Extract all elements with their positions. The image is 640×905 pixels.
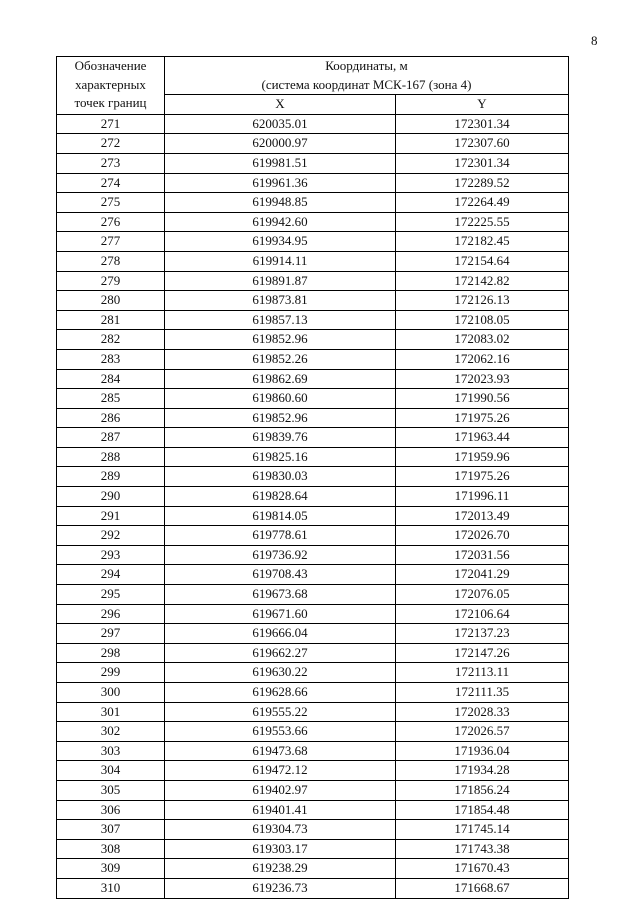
point-number-cell: 303 xyxy=(57,741,165,761)
x-coordinate-cell: 619862.69 xyxy=(165,369,396,389)
point-number-cell: 297 xyxy=(57,624,165,644)
table-row xyxy=(57,212,569,232)
x-coordinate-cell: 619852.96 xyxy=(165,330,396,350)
table-row xyxy=(57,643,569,663)
y-coordinate-cell: 172013.49 xyxy=(396,506,569,526)
point-number-cell: 279 xyxy=(57,271,165,291)
y-coordinate-cell: 171936.04 xyxy=(396,741,569,761)
x-coordinate-cell: 619852.96 xyxy=(165,408,396,428)
y-column-header: Y xyxy=(396,95,569,115)
table-header xyxy=(57,57,569,115)
table-row xyxy=(57,663,569,683)
x-coordinate-cell: 619630.22 xyxy=(165,663,396,683)
x-coordinate-cell: 619891.87 xyxy=(165,271,396,291)
coordinates-table xyxy=(56,56,569,899)
coordinates-header-line-2: (система координат МСК-167 (зона 4) xyxy=(261,76,472,92)
point-number-cell: 308 xyxy=(57,839,165,859)
x-coordinate-cell: 620035.01 xyxy=(165,114,396,134)
table-row xyxy=(57,193,569,213)
x-coordinate-cell: 619852.26 xyxy=(165,349,396,369)
table-row xyxy=(57,683,569,703)
page-number: 8 xyxy=(591,33,598,48)
point-number-cell: 287 xyxy=(57,428,165,448)
x-coordinate-cell: 619473.68 xyxy=(165,741,396,761)
point-number-cell: 274 xyxy=(57,173,165,193)
x-coordinate-cell: 619628.66 xyxy=(165,683,396,703)
point-number-cell: 300 xyxy=(57,683,165,703)
point-number-cell: 290 xyxy=(57,487,165,507)
table-row xyxy=(57,369,569,389)
y-coordinate-cell: 171743.38 xyxy=(396,839,569,859)
table-row xyxy=(57,761,569,781)
table-row xyxy=(57,389,569,409)
y-coordinate-cell: 172142.82 xyxy=(396,271,569,291)
y-coordinate-cell: 172111.35 xyxy=(396,683,569,703)
table-row xyxy=(57,800,569,820)
point-number-cell: 284 xyxy=(57,369,165,389)
point-number-cell: 304 xyxy=(57,761,165,781)
y-coordinate-cell: 172076.05 xyxy=(396,585,569,605)
y-coordinate-cell: 172108.05 xyxy=(396,310,569,330)
point-header-line-1: Обозначение xyxy=(74,58,147,73)
x-coordinate-cell: 619671.60 xyxy=(165,604,396,624)
x-coordinate-cell: 620000.97 xyxy=(165,134,396,154)
y-coordinate-cell: 172113.11 xyxy=(396,663,569,683)
coordinates-header-line-1: Координаты, м xyxy=(325,58,408,73)
table-row xyxy=(57,702,569,722)
point-number-cell: 281 xyxy=(57,310,165,330)
table-row xyxy=(57,330,569,350)
x-coordinate-cell: 619981.51 xyxy=(165,153,396,173)
point-number-cell: 301 xyxy=(57,702,165,722)
table-row xyxy=(57,310,569,330)
y-coordinate-cell: 171856.24 xyxy=(396,780,569,800)
point-number-cell: 285 xyxy=(57,389,165,409)
table-row xyxy=(57,349,569,369)
table-row xyxy=(57,839,569,859)
point-number-cell: 305 xyxy=(57,780,165,800)
x-coordinate-cell: 619666.04 xyxy=(165,624,396,644)
point-number-cell: 280 xyxy=(57,291,165,311)
table-row xyxy=(57,408,569,428)
table-row xyxy=(57,467,569,487)
table-row xyxy=(57,271,569,291)
point-header-line-3: точек границ xyxy=(74,95,147,111)
x-coordinate-cell: 619778.61 xyxy=(165,526,396,546)
x-coordinate-cell: 619553.66 xyxy=(165,722,396,742)
y-coordinate-cell: 172106.64 xyxy=(396,604,569,624)
point-number-cell: 306 xyxy=(57,800,165,820)
point-number-cell: 277 xyxy=(57,232,165,252)
x-coordinate-cell: 619555.22 xyxy=(165,702,396,722)
table-row xyxy=(57,820,569,840)
table-row xyxy=(57,506,569,526)
x-coordinate-cell: 619942.60 xyxy=(165,212,396,232)
point-number-cell: 295 xyxy=(57,585,165,605)
table-row xyxy=(57,878,569,898)
table-row xyxy=(57,153,569,173)
y-coordinate-cell: 172307.60 xyxy=(396,134,569,154)
x-coordinate-cell: 619304.73 xyxy=(165,820,396,840)
table-row xyxy=(57,251,569,271)
x-coordinate-cell: 619708.43 xyxy=(165,565,396,585)
x-coordinate-cell: 619860.60 xyxy=(165,389,396,409)
coordinates-header xyxy=(165,57,569,95)
table-row xyxy=(57,604,569,624)
y-coordinate-cell: 171934.28 xyxy=(396,761,569,781)
table-row xyxy=(57,291,569,311)
y-coordinate-cell: 172083.02 xyxy=(396,330,569,350)
y-coordinate-cell: 172031.56 xyxy=(396,545,569,565)
y-coordinate-cell: 172041.29 xyxy=(396,565,569,585)
y-coordinate-cell: 171959.96 xyxy=(396,447,569,467)
point-number-cell: 298 xyxy=(57,643,165,663)
table-row xyxy=(57,114,569,134)
y-coordinate-cell: 172137.23 xyxy=(396,624,569,644)
point-number-cell: 276 xyxy=(57,212,165,232)
y-coordinate-cell: 172028.33 xyxy=(396,702,569,722)
y-coordinate-cell: 172023.93 xyxy=(396,369,569,389)
x-coordinate-cell: 619934.95 xyxy=(165,232,396,252)
x-coordinate-cell: 619303.17 xyxy=(165,839,396,859)
x-coordinate-cell: 619472.12 xyxy=(165,761,396,781)
x-coordinate-cell: 619401.41 xyxy=(165,800,396,820)
y-coordinate-cell: 171854.48 xyxy=(396,800,569,820)
table-row xyxy=(57,859,569,879)
x-coordinate-cell: 619236.73 xyxy=(165,878,396,898)
x-coordinate-cell: 619825.16 xyxy=(165,447,396,467)
x-coordinate-cell: 619238.29 xyxy=(165,859,396,879)
table-row xyxy=(57,722,569,742)
y-coordinate-cell: 171975.26 xyxy=(396,467,569,487)
y-coordinate-cell: 171963.44 xyxy=(396,428,569,448)
table-row xyxy=(57,487,569,507)
point-number-cell: 289 xyxy=(57,467,165,487)
point-number-cell: 309 xyxy=(57,859,165,879)
y-coordinate-cell: 171670.43 xyxy=(396,859,569,879)
table-row xyxy=(57,526,569,546)
y-coordinate-cell: 172147.26 xyxy=(396,643,569,663)
table-row xyxy=(57,545,569,565)
y-coordinate-cell: 171990.56 xyxy=(396,389,569,409)
table-row xyxy=(57,232,569,252)
x-coordinate-cell: 619839.76 xyxy=(165,428,396,448)
x-column-header: X xyxy=(165,95,396,115)
point-number-cell: 288 xyxy=(57,447,165,467)
point-number-cell: 299 xyxy=(57,663,165,683)
x-coordinate-cell: 619873.81 xyxy=(165,291,396,311)
y-coordinate-cell: 171975.26 xyxy=(396,408,569,428)
x-coordinate-cell: 619402.97 xyxy=(165,780,396,800)
table-row xyxy=(57,585,569,605)
point-number-cell: 275 xyxy=(57,193,165,213)
y-coordinate-cell: 171745.14 xyxy=(396,820,569,840)
point-number-cell: 302 xyxy=(57,722,165,742)
point-number-cell: 283 xyxy=(57,349,165,369)
x-coordinate-cell: 619662.27 xyxy=(165,643,396,663)
point-number-cell: 310 xyxy=(57,878,165,898)
point-number-cell: 286 xyxy=(57,408,165,428)
table-row xyxy=(57,624,569,644)
point-number-cell: 278 xyxy=(57,251,165,271)
point-number-cell: 272 xyxy=(57,134,165,154)
y-coordinate-cell: 172301.34 xyxy=(396,153,569,173)
point-number-cell: 291 xyxy=(57,506,165,526)
point-number-cell: 293 xyxy=(57,545,165,565)
x-coordinate-cell: 619814.05 xyxy=(165,506,396,526)
x-coordinate-cell: 619828.64 xyxy=(165,487,396,507)
point-number-cell: 296 xyxy=(57,604,165,624)
x-coordinate-cell: 619736.92 xyxy=(165,545,396,565)
point-designation-header xyxy=(57,57,165,115)
y-coordinate-cell: 172154.64 xyxy=(396,251,569,271)
y-coordinate-cell: 172182.45 xyxy=(396,232,569,252)
y-coordinate-cell: 172026.70 xyxy=(396,526,569,546)
y-coordinate-cell: 172301.34 xyxy=(396,114,569,134)
x-coordinate-cell: 619961.36 xyxy=(165,173,396,193)
x-coordinate-cell: 619948.85 xyxy=(165,193,396,213)
y-coordinate-cell: 172062.16 xyxy=(396,349,569,369)
point-number-cell: 307 xyxy=(57,820,165,840)
table-row xyxy=(57,741,569,761)
y-coordinate-cell: 171996.11 xyxy=(396,487,569,507)
point-number-cell: 271 xyxy=(57,114,165,134)
point-number-cell: 294 xyxy=(57,565,165,585)
table-row xyxy=(57,134,569,154)
point-number-cell: 282 xyxy=(57,330,165,350)
table-row xyxy=(57,447,569,467)
y-coordinate-cell: 172264.49 xyxy=(396,193,569,213)
y-coordinate-cell: 172289.52 xyxy=(396,173,569,193)
y-coordinate-cell: 172026.57 xyxy=(396,722,569,742)
table-row xyxy=(57,173,569,193)
x-coordinate-cell: 619830.03 xyxy=(165,467,396,487)
table-row xyxy=(57,565,569,585)
y-coordinate-cell: 172225.55 xyxy=(396,212,569,232)
point-number-cell: 273 xyxy=(57,153,165,173)
y-coordinate-cell: 172126.13 xyxy=(396,291,569,311)
table-row xyxy=(57,428,569,448)
table-body xyxy=(57,114,569,898)
point-header-line-2: характерных xyxy=(75,76,146,92)
x-coordinate-cell: 619857.13 xyxy=(165,310,396,330)
x-coordinate-cell: 619673.68 xyxy=(165,585,396,605)
y-coordinate-cell: 171668.67 xyxy=(396,878,569,898)
point-number-cell: 292 xyxy=(57,526,165,546)
x-coordinate-cell: 619914.11 xyxy=(165,251,396,271)
table-row xyxy=(57,780,569,800)
